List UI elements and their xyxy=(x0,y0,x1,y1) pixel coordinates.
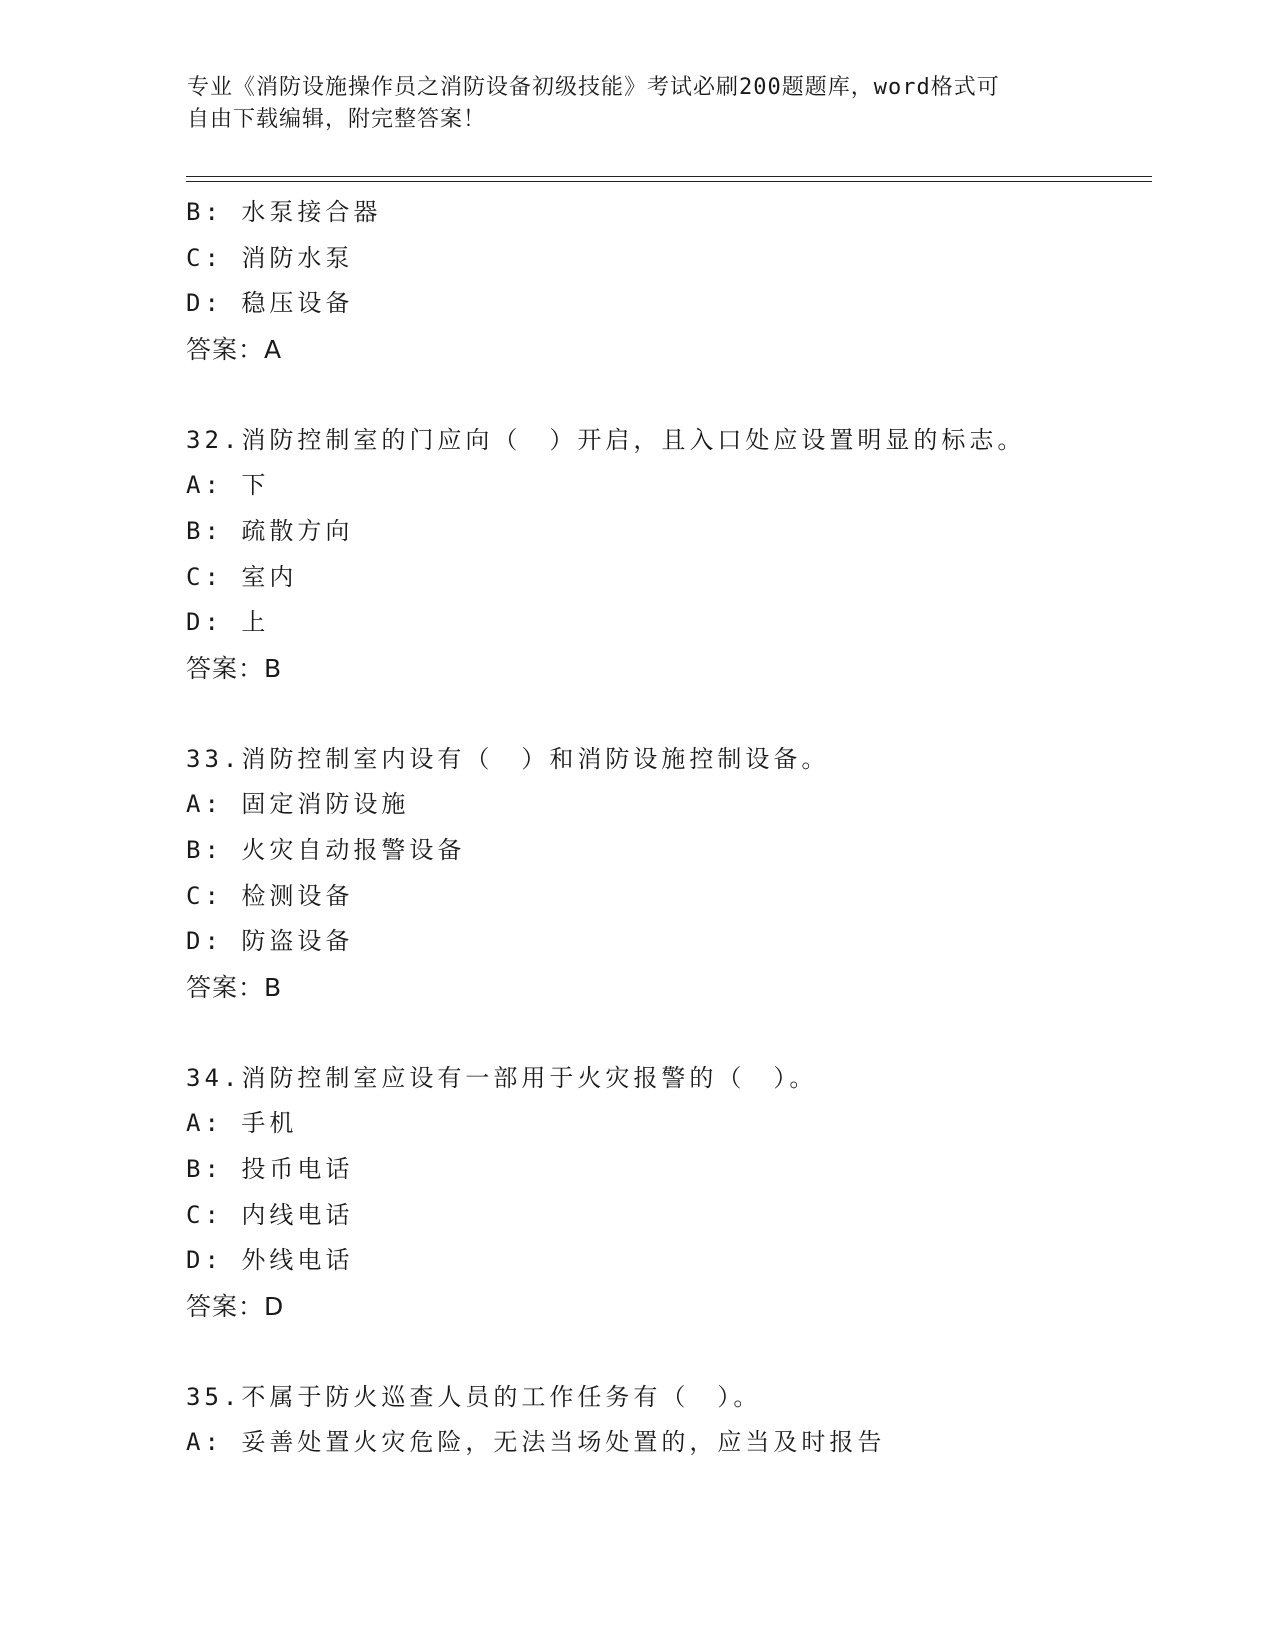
header-line-2: 自由下载编辑，附完整答案！ xyxy=(187,107,487,132)
option-a: A: 手机 xyxy=(186,1109,298,1138)
header-rule-bottom xyxy=(186,181,1152,182)
answer-line: 答案：D xyxy=(186,1291,285,1321)
option-b: B: 疏散方向 xyxy=(186,516,354,545)
document-header xyxy=(187,72,1067,136)
question-list xyxy=(186,190,1146,1466)
option-c: C: 内线电话 xyxy=(186,1200,354,1229)
option-a: A: 固定消防设施 xyxy=(186,790,410,819)
option-c: C: 消防水泵 xyxy=(186,243,354,272)
option-b: B: 火灾自动报警设备 xyxy=(186,835,466,864)
option-c: C: 室内 xyxy=(186,562,298,591)
header-line-1: 专业《消防设施操作员之消防设备初级技能》考试必刷200题题库，word格式可 xyxy=(187,75,1000,100)
option-d: D: 上 xyxy=(186,608,270,637)
question-stem: 35.不属于防火巡查人员的工作任务有（ ）。 xyxy=(186,1382,762,1411)
question-block-34 xyxy=(186,1056,1146,1330)
question-stem: 34.消防控制室应设有一部用于火灾报警的（ ）。 xyxy=(186,1063,818,1092)
option-a: A: 下 xyxy=(186,471,270,500)
question-block-35 xyxy=(186,1375,1146,1466)
option-b: B: 投币电话 xyxy=(186,1154,354,1183)
question-stem: 32.消防控制室的门应向（ ）开启，且入口处应设置明显的标志。 xyxy=(186,425,1026,454)
header-rule-top xyxy=(186,176,1152,177)
answer-line: 答案：B xyxy=(186,653,283,683)
option-c: C: 检测设备 xyxy=(186,881,354,910)
option-d: D: 外线电话 xyxy=(186,1246,354,1275)
answer-line: 答案：B xyxy=(186,972,283,1002)
question-block-33 xyxy=(186,737,1146,1011)
option-d: D: 稳压设备 xyxy=(186,289,354,318)
question-stem: 33.消防控制室内设有（ ）和消防设施控制设备。 xyxy=(186,744,830,773)
option-d: D: 防盗设备 xyxy=(186,927,354,956)
option-a: A: 妥善处置火灾危险，无法当场处置的，应当及时报告 xyxy=(186,1428,886,1457)
question-block-32 xyxy=(186,418,1146,692)
answer-line: 答案：A xyxy=(186,334,283,364)
option-b: B: 水泵接合器 xyxy=(186,198,382,226)
question-block-31 xyxy=(186,190,1146,373)
